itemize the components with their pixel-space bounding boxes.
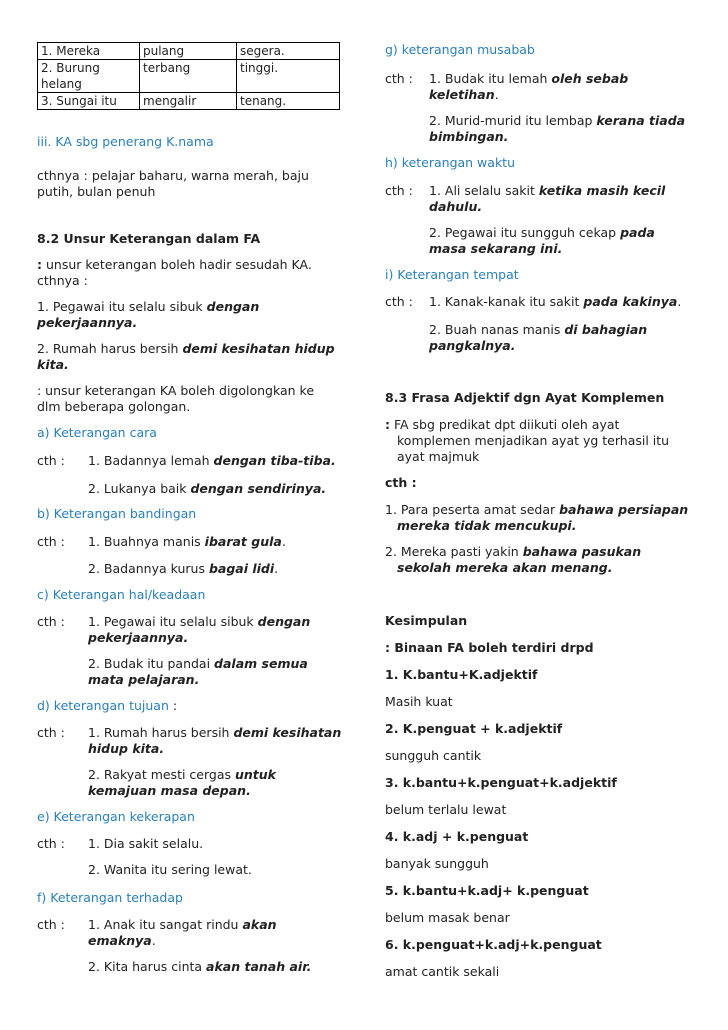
cth-label: cth : bbox=[37, 836, 65, 851]
text: 2. Pegawai itu sungguh cekap bbox=[429, 225, 621, 240]
emphasis: akan tanah air. bbox=[206, 959, 312, 974]
category-heading: e) Keterangan kekerapan bbox=[37, 809, 195, 824]
emphasis: bimbingan. bbox=[429, 129, 509, 144]
category-heading bbox=[37, 698, 177, 714]
cth-label: cth : bbox=[385, 183, 413, 198]
emphasis: kemajuan masa depan. bbox=[88, 783, 251, 798]
emphasis: mereka tidak mencukupi. bbox=[397, 518, 577, 533]
text: unsur keterangan boleh hadir sesudah KA. bbox=[42, 257, 312, 272]
emphasis: dahulu. bbox=[429, 199, 483, 214]
category-heading: c) Keterangan hal/keadaan bbox=[37, 587, 206, 602]
pattern-line: 5. k.bantu+k.adj+ k.penguat bbox=[385, 883, 589, 898]
section-title: 8.2 Unsur Keterangan dalam FA bbox=[37, 231, 261, 246]
example-line bbox=[385, 544, 641, 560]
cth-label: cth : bbox=[385, 71, 413, 86]
text: 1. Kanak-kanak itu sakit bbox=[429, 294, 584, 309]
colon: : bbox=[37, 257, 42, 272]
example-table bbox=[37, 42, 340, 110]
pattern-line: 1. K.bantu+K.adjektif bbox=[385, 667, 538, 682]
text-line: putih, bulan penuh bbox=[37, 184, 156, 199]
example-line bbox=[429, 183, 665, 199]
text-line: cthnya : pelajar baharu, warna merah, baju bbox=[37, 168, 309, 183]
text: d) keterangan tujuan bbox=[37, 698, 169, 713]
example-line bbox=[37, 341, 335, 357]
category-heading: h) keterangan waktu bbox=[385, 155, 516, 170]
emphasis: pada kakinya bbox=[583, 294, 678, 309]
text-line: : Binaan FA boleh terdiri drpd bbox=[385, 640, 594, 655]
text-line: komplemen menjadikan ayat yg terhasil itu bbox=[397, 433, 670, 448]
emphasis: ketika masih kecil bbox=[538, 183, 666, 198]
emphasis: demi kesihatan bbox=[233, 725, 342, 740]
text-line: ayat majmuk bbox=[397, 449, 480, 464]
emphasis: dalam semua bbox=[214, 656, 308, 671]
emphasis: demi kesihatan hidup bbox=[182, 341, 335, 356]
table-cell: terbang bbox=[140, 60, 237, 93]
section-title: Kesimpulan bbox=[385, 613, 468, 628]
example-line bbox=[88, 725, 341, 741]
example-line bbox=[429, 87, 499, 103]
example-line: 1. Dia sakit selalu. bbox=[88, 836, 204, 851]
cth-label: cth : bbox=[385, 294, 413, 309]
example-line bbox=[88, 767, 276, 783]
text: 1. Pegawai itu selalu sibuk bbox=[37, 299, 207, 314]
example-line bbox=[385, 502, 688, 518]
category-heading: i) Keterangan tempat bbox=[385, 267, 519, 282]
emphasis: sekolah mereka akan menang. bbox=[397, 560, 613, 575]
table-cell: 1. Mereka bbox=[38, 43, 140, 60]
cth-label: cth : bbox=[37, 534, 65, 549]
cth-label: cth : bbox=[385, 475, 417, 490]
example-line bbox=[429, 113, 685, 129]
text-line bbox=[37, 257, 312, 273]
section-heading: iii. KA sbg penerang K.nama bbox=[37, 134, 214, 149]
text: 2. Badannya kurus bbox=[88, 561, 209, 576]
table-cell: 3. Sungai itu bbox=[38, 93, 140, 110]
text: 1. Rumah harus bersih bbox=[88, 725, 234, 740]
text: 1. Ali selalu sakit bbox=[429, 183, 539, 198]
emphasis: akan bbox=[242, 917, 277, 932]
emphasis: dengan bbox=[257, 614, 311, 629]
table-cell: mengalir bbox=[140, 93, 237, 110]
text: : bbox=[168, 698, 178, 713]
table-row bbox=[38, 60, 340, 93]
emphasis: dengan bbox=[206, 299, 260, 314]
example-line bbox=[429, 71, 628, 87]
emphasis: pekerjaannya. bbox=[37, 315, 138, 330]
example-line bbox=[429, 225, 655, 241]
example-line bbox=[37, 299, 259, 315]
example-line bbox=[88, 933, 156, 949]
text: 1. Pegawai itu selalu sibuk bbox=[88, 614, 258, 629]
example-line bbox=[88, 561, 278, 577]
emphasis: di bahagian bbox=[564, 322, 648, 337]
pattern-line: 3. k.bantu+k.penguat+k.adjektif bbox=[385, 775, 617, 790]
cth-label: cth : bbox=[37, 725, 65, 740]
emphasis: oleh sebab bbox=[551, 71, 629, 86]
example-line bbox=[88, 534, 286, 550]
pattern-example: banyak sungguh bbox=[385, 856, 489, 871]
text: 2. Budak itu pandai bbox=[88, 656, 215, 671]
pattern-example: belum terlalu lewat bbox=[385, 802, 507, 817]
text: 1. Budak itu lemah bbox=[429, 71, 552, 86]
text: . bbox=[274, 561, 279, 576]
text-line bbox=[385, 417, 619, 433]
text: FA sbg predikat dpt diikuti oleh ayat bbox=[390, 417, 620, 432]
pattern-line: 6. k.penguat+k.adj+k.penguat bbox=[385, 937, 602, 952]
emphasis: pada bbox=[620, 225, 655, 240]
text: 1. Anak itu sangat rindu bbox=[88, 917, 243, 932]
cth-label: cth : bbox=[37, 614, 65, 629]
emphasis: masa sekarang ini. bbox=[429, 241, 563, 256]
emphasis: bahawa pasukan bbox=[522, 544, 642, 559]
text: 2. Mereka pasti yakin bbox=[385, 544, 523, 559]
emphasis: dengan sendirinya. bbox=[190, 481, 327, 496]
emphasis: mata pelajaran. bbox=[88, 672, 200, 687]
pattern-example: sungguh cantik bbox=[385, 748, 482, 763]
text: 1. Badannya lemah bbox=[88, 453, 214, 468]
text: . bbox=[281, 534, 286, 549]
example-line bbox=[88, 614, 310, 630]
table-row bbox=[38, 93, 340, 110]
example-line: 2. Wanita itu sering lewat. bbox=[88, 862, 252, 877]
example-line bbox=[429, 322, 647, 338]
emphasis: pangkalnya. bbox=[429, 338, 516, 353]
text-line: dlm beberapa golongan. bbox=[37, 399, 191, 414]
emphasis: kerana tiada bbox=[596, 113, 686, 128]
table-cell: tinggi. bbox=[237, 60, 340, 93]
text: 2. Buah nanas manis bbox=[429, 322, 565, 337]
category-heading: g) keterangan musabab bbox=[385, 42, 535, 57]
example-line bbox=[88, 481, 326, 497]
text: 2. Rakyat mesti cergas bbox=[88, 767, 235, 782]
colon: : bbox=[385, 417, 390, 432]
table-cell: pulang bbox=[140, 43, 237, 60]
text: 2. Rumah harus bersih bbox=[37, 341, 183, 356]
pattern-example: Masih kuat bbox=[385, 694, 453, 709]
pattern-example: amat cantik sekali bbox=[385, 964, 500, 979]
emphasis: hidup kita. bbox=[88, 741, 165, 756]
table-cell: tenang. bbox=[237, 93, 340, 110]
emphasis: kita. bbox=[37, 357, 69, 372]
emphasis: keletihan bbox=[429, 87, 495, 102]
pattern-line: 2. K.penguat + k.adjektif bbox=[385, 721, 563, 736]
table-cell: 2. Burung helang bbox=[38, 60, 140, 93]
emphasis: bagai lidi bbox=[208, 561, 275, 576]
pattern-line: 4. k.adj + k.penguat bbox=[385, 829, 529, 844]
example-line bbox=[88, 656, 308, 672]
category-heading: a) Keterangan cara bbox=[37, 425, 157, 440]
emphasis: emaknya bbox=[88, 933, 152, 948]
text: 2. Lukanya baik bbox=[88, 481, 191, 496]
example-line bbox=[429, 294, 681, 310]
text-line: cthnya : bbox=[37, 273, 88, 288]
table-cell: segera. bbox=[237, 43, 340, 60]
text: 1. Para peserta amat sedar bbox=[385, 502, 560, 517]
example-line bbox=[88, 453, 336, 469]
emphasis: untuk bbox=[235, 767, 276, 782]
text: 2. Murid-murid itu lembap bbox=[429, 113, 597, 128]
text: 1. Buahnya manis bbox=[88, 534, 205, 549]
text: . bbox=[677, 294, 682, 309]
table-row bbox=[38, 43, 340, 60]
emphasis: pekerjaannya. bbox=[88, 630, 189, 645]
example-line bbox=[88, 959, 311, 975]
text: . bbox=[494, 87, 499, 102]
cth-label: cth : bbox=[37, 917, 65, 932]
text: 2. Kita harus cinta bbox=[88, 959, 207, 974]
text-line: : unsur keterangan KA boleh digolongkan ke bbox=[37, 383, 315, 398]
cth-label: cth : bbox=[37, 453, 65, 468]
emphasis: bahawa persiapan bbox=[559, 502, 689, 517]
emphasis: dengan tiba-tiba. bbox=[213, 453, 336, 468]
example-line bbox=[88, 917, 277, 933]
category-heading: b) Keterangan bandingan bbox=[37, 506, 197, 521]
category-heading: f) Keterangan terhadap bbox=[37, 890, 183, 905]
pattern-example: belum masak benar bbox=[385, 910, 510, 925]
emphasis: ibarat gula bbox=[204, 534, 282, 549]
text: . bbox=[151, 933, 156, 948]
section-title: 8.3 Frasa Adjektif dgn Ayat Komplemen bbox=[385, 390, 665, 405]
